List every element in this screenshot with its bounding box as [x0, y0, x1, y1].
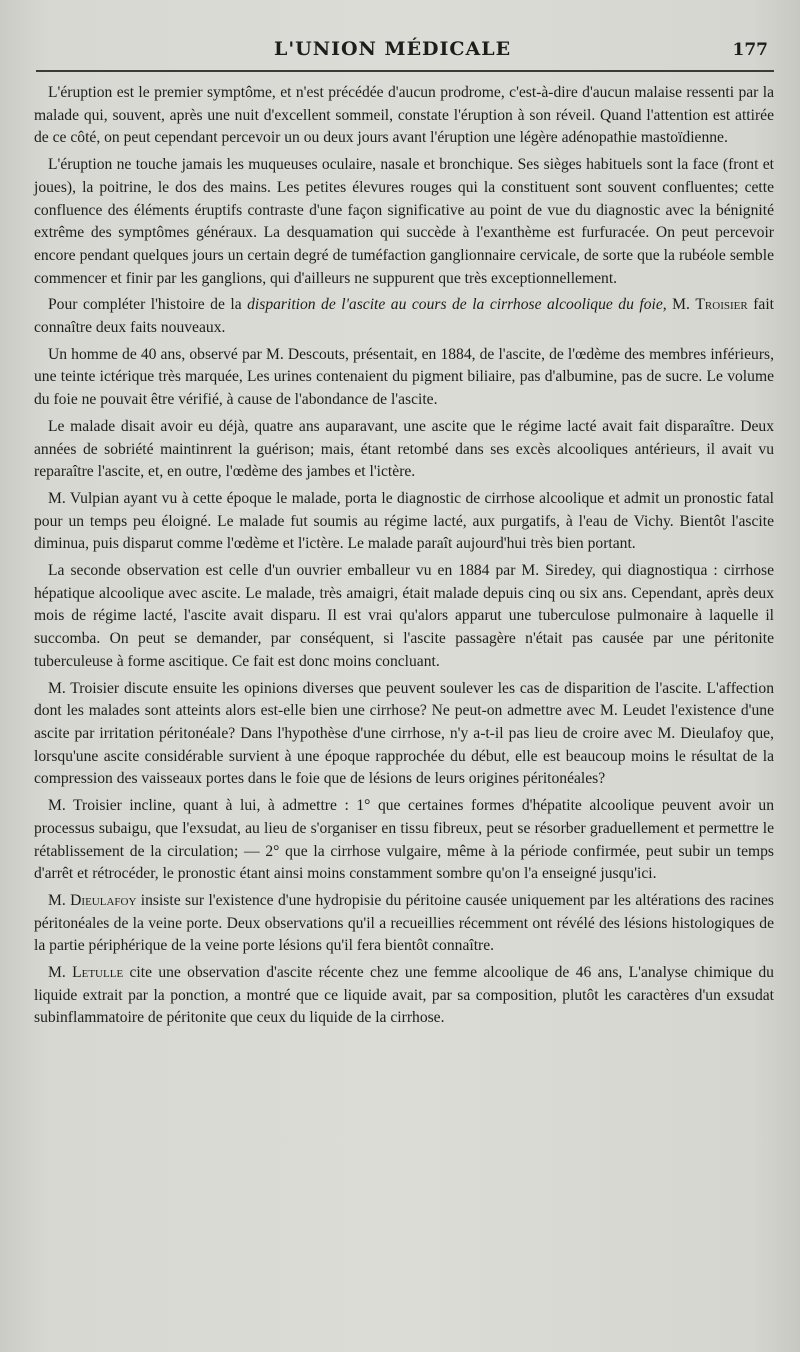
- paragraph: [34, 962, 774, 1030]
- paragraph: L'éruption est le premier symptôme, et n'est précédée d'aucun prodrome, c'est-à-dire d'aucun malaise ressenti par la malade qui, souvent, après une nuit d'excellent sommeil, constate l'éruption à son réveil. Quand l'attention est attirée de ce côté, on peut cependant percevoir un ou deux jours avant l'éruption une légère adénopathie mastoïdienne.: [34, 84, 774, 147]
- paragraph-text: insiste sur l'existence d'une hydropisie du péritoine causée uniquement par les altérations des racines péritonéales de la veine porte. Deux observations qu'il a recueillies récemment ont révélé des lésions histologiques de la partie périphérique de la veine porte lésions qu'il fera bientôt connaître.: [34, 891, 774, 955]
- article-body: [34, 82, 774, 1030]
- paragraph: [34, 890, 774, 958]
- paragraph-italic-text: disparition de l'ascite au cours de la cirrhose alcoolique du foie,: [247, 296, 667, 314]
- paragraph: Le malade disait avoir eu déjà, quatre ans auparavant, une ascite que le régime lacté avait fait disparaître. Deux années de sobriété maintinrent la guérison; mais, étant retombé dans ses excès alcooliques antérieurs, il avait vu reparaître l'ascite, et, en outre, l'œdème des jambes et l'ictère.: [34, 417, 774, 481]
- paragraph: M. Troisier discute ensuite les opinions diverses que peuvent soulever les cas de disparition de l'ascite. L'affection dont les malades sont atteints alors est-elle bien une cirrhose? Ne peut-on admettre avec M. Leudet l'existence d'une ascite par irritation péritonéale? Dans l'hypothèse d'une cirrhose, n'y a-t-il pas lieu de croire avec M. Dieulafoy que, lorsqu'une ascite considérable survient à une époque rapprochée du début, elle est beaucoup moins le résultat de la compression des vaisseaux portes dans le foie que de lésions de leurs origines péritonéales?: [34, 679, 774, 788]
- author-name: Dieulafoy: [70, 891, 137, 909]
- page-number: 177: [732, 40, 768, 60]
- paragraph-text: M.: [666, 296, 696, 314]
- paragraph-text: M.: [48, 891, 71, 909]
- paragraph: La seconde observation est celle d'un ouvrier emballeur vu en 1884 par M. Siredey, qui diagnostiqua : cirrhose hépatique alcoolique avec ascite. Le malade, très amaigri, était malade depuis cinq ou six ans. Cependant, après deux mois de régime lacté, l'ascite avait disparu. Il est vrai qu'alors apparut une tuberculose pulmonaire à laquelle il succomba. On peut se demander, par conséquent, si l'ascite passagère n'était pas causée par une péritonite tuberculeuse à forme ascitique. Ce fait est donc moins concluant.: [34, 562, 774, 670]
- paragraph: M. Vulpian ayant vu à cette époque le malade, porta le diagnostic de cirrhose alcoolique et admit un pronostic fatal pour un temps peu éloigné. Le malade fut soumis au régime lacté, aux purgatifs, à l'eau de Vichy. Bientôt l'ascite diminua, puis disparut comme l'œdème et l'ictère. Le malade paraît aujourd'hui très bien portant.: [34, 489, 774, 553]
- paragraph: [34, 294, 774, 339]
- running-title: L'UNION MÉDICALE: [274, 38, 512, 60]
- paragraph: M. Troisier incline, quant à lui, à admettre : 1° que certaines formes d'hépatite alcoolique peuvent avoir un processus subaigu, que l'exsudat, au lieu de s'organiser en tissu fibreux, peut se résorber graduellement et permettre le rétablissement de la circulation; — 2° que la cirrhose vulgaire, même à la période confirmée, peut subir un temps d'arrêt et rétrocéder, le pronostic étant ainsi moins constamment sombre qu'on l'a enseigné jusqu'ici.: [34, 797, 774, 883]
- author-name: Letulle: [72, 964, 124, 982]
- paragraph: Un homme de 40 ans, observé par M. Descouts, présentait, en 1884, de l'ascite, de l'œdème des membres inférieurs, une teinte ictérique très marquée, Les urines contenaient du pigment biliaire, pas d'albumine, pas de sucre. Le volume du foie ne pouvait être vérifié, à cause de l'abondance de l'ascite.: [34, 345, 774, 409]
- paragraph-text: M.: [48, 964, 73, 982]
- author-name: Troisier: [695, 296, 748, 314]
- page-header: [34, 32, 774, 66]
- paragraph-text: Pour compléter l'histoire de la: [48, 296, 248, 314]
- paragraph-text: cite une observation d'ascite récente chez une femme alcoolique de 46 ans, L'analyse chimique du liquide extrait par la ponction, a montré que ce liquide avait, par sa composition, plutôt les caractères d'un exsudat subinflammatoire de péritonite que ceux du liquide de la cirrhose.: [34, 964, 774, 1027]
- paragraph: L'éruption ne touche jamais les muqueuses oculaire, nasale et bronchique. Ses sièges habituels sont la face (front et joues), la poitrine, le dos des mains. Les petites élevures rouges qui la constituent sont souvent confluentes; cette confluence des éléments éruptifs contraste d'une façon significative au point de vue du diagnostic avec la bénignité extrême des symptômes généraux. La desquamation qui succède à l'exanthème est furfuracée. On peut percevoir encore pendant quelques jours un certain degré de tuméfaction ganglionnaire cervicale, de sorte que la rubéole semble commencer et finir par les ganglions, qui d'ailleurs ne suppurent que très exceptionnellement.: [34, 156, 774, 287]
- header-rule: [36, 70, 774, 72]
- paragraph-text: fait connaître deux faits nouveaux.: [34, 296, 774, 337]
